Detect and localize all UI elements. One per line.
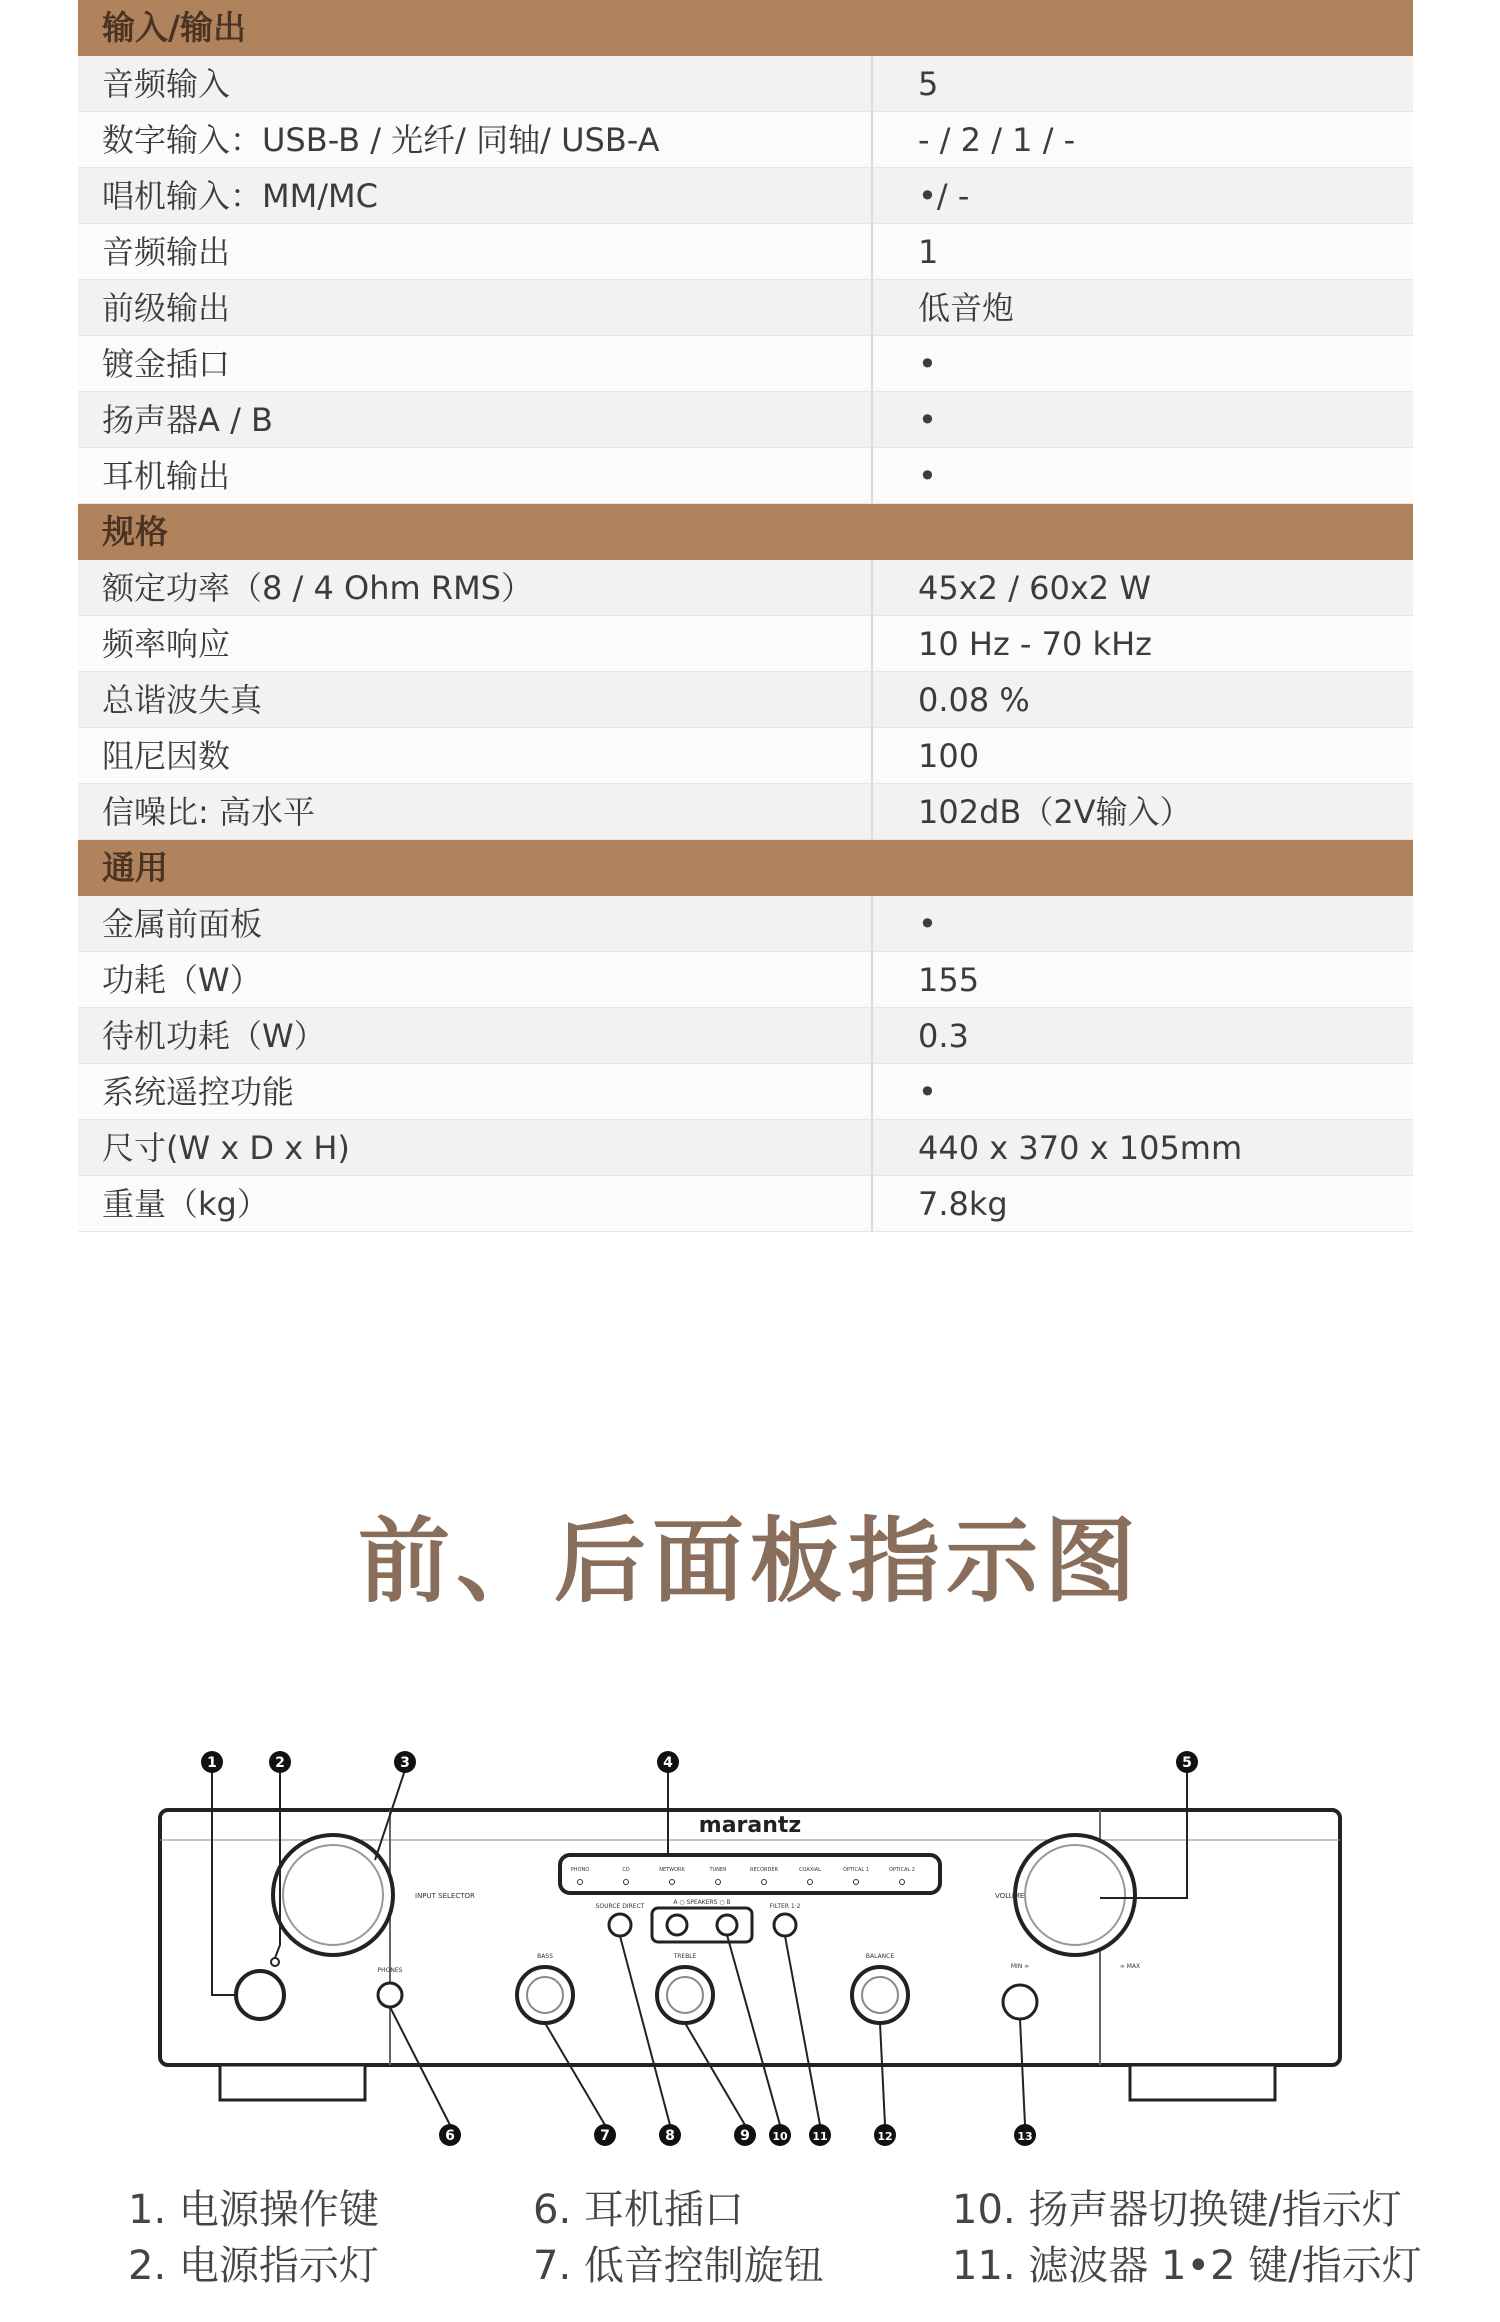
spec-value: 440 x 370 x 105mm — [918, 1129, 1243, 1167]
spec-label: 阻尼因数 — [78, 728, 873, 783]
spec-row — [78, 896, 1413, 952]
power-button — [236, 1971, 284, 2019]
legend-column-1 — [128, 2182, 379, 2294]
input-indicator-led — [578, 1880, 583, 1885]
callout-marker — [809, 2124, 831, 2146]
spec-table — [78, 0, 1413, 1232]
input-label: OPTICAL 1 — [843, 1867, 869, 1873]
section-header: 规格 — [78, 504, 1413, 560]
spec-row — [78, 560, 1413, 616]
spec-label: 耳机输出 — [78, 448, 873, 503]
input-label: TUNER — [709, 1867, 727, 1873]
callout-marker — [769, 2124, 791, 2146]
spec-row — [78, 728, 1413, 784]
phones-jack — [378, 1983, 402, 2007]
callout-number: 8 — [665, 2128, 675, 2144]
input-indicator-strip — [560, 1855, 940, 1893]
balance-label: BALANCE — [865, 1953, 895, 1960]
diagram-title: 前、后面板指示图 — [357, 1508, 1142, 1615]
spec-value: - / 2 / 1 / - — [918, 121, 1076, 159]
callout-marker — [394, 1751, 416, 1773]
spec-value: •/ - — [918, 177, 970, 215]
balance-knob — [852, 1967, 908, 2023]
callout-number: 4 — [663, 1755, 673, 1771]
legend-item: 11. 滤波器 1•2 键/指示灯 — [952, 2243, 1422, 2289]
spec-value: • — [918, 345, 937, 383]
spec-row — [78, 56, 1413, 112]
speaker-a-button — [667, 1915, 687, 1935]
spec-label: 频率响应 — [78, 616, 873, 671]
spec-row — [78, 280, 1413, 336]
legend-item: 2. 电源指示灯 — [128, 2243, 379, 2289]
speaker-b-button — [717, 1915, 737, 1935]
legend-item: 1. 电源操作键 — [128, 2187, 379, 2233]
callout-number: 9 — [740, 2128, 750, 2144]
spec-label: 重量（kg） — [78, 1176, 873, 1231]
filter-label: FILTER 1·2 — [769, 1903, 801, 1910]
bass-knob — [517, 1967, 573, 2023]
callout-marker — [201, 1751, 223, 1773]
spec-row — [78, 1176, 1413, 1232]
spec-row — [78, 224, 1413, 280]
spec-row — [78, 1064, 1413, 1120]
volume-label: VOLUME — [995, 1892, 1025, 1900]
input-selector-label: INPUT SELECTOR — [415, 1892, 475, 1900]
spec-value: • — [918, 905, 937, 943]
callout-number: 13 — [1017, 2130, 1033, 2143]
spec-row — [78, 784, 1413, 840]
spec-row — [78, 1120, 1413, 1176]
callout-number: 3 — [400, 1755, 410, 1771]
spec-label: 数字输入：USB-B / 光纤/ 同轴/ USB-A — [78, 112, 873, 167]
left-foot — [220, 2065, 365, 2100]
spec-row — [78, 112, 1413, 168]
spec-value: 10 Hz - 70 kHz — [918, 625, 1152, 663]
spec-value: 45x2 / 60x2 W — [918, 569, 1151, 607]
spec-value: 155 — [918, 961, 980, 999]
section-header: 输入/输出 — [78, 0, 1413, 56]
spec-label: 金属前面板 — [78, 896, 873, 951]
spec-value: 1 — [918, 233, 939, 271]
input-label: CD — [622, 1867, 630, 1873]
spec-value: • — [918, 401, 937, 439]
legend-column-3 — [952, 2182, 1422, 2294]
spec-label: 尺寸(W x D x H) — [78, 1120, 873, 1175]
spec-label: 扬声器A / B — [78, 392, 873, 447]
spec-label: 系统遥控功能 — [78, 1064, 873, 1119]
callout-marker — [439, 2124, 461, 2146]
input-label: OPTICAL 2 — [889, 1867, 915, 1873]
callout-number: 6 — [445, 2128, 455, 2144]
callout-marker — [874, 2124, 896, 2146]
source-direct-button — [609, 1914, 631, 1936]
input-indicator-led — [808, 1880, 813, 1885]
spec-value: 7.8kg — [918, 1185, 1008, 1223]
spec-value: • — [918, 1073, 937, 1111]
input-indicator-led — [670, 1880, 675, 1885]
spec-value: 5 — [918, 65, 939, 103]
input-selector-knob — [273, 1835, 393, 1955]
speakers-label: A ○ SPEAKERS ○ B — [673, 1899, 731, 1906]
legend-item: 7. 低音控制旋钮 — [533, 2243, 824, 2289]
input-indicator-led — [716, 1880, 721, 1885]
callout-number: 5 — [1182, 1755, 1192, 1771]
remote-sensor — [1003, 1985, 1037, 2019]
callout-number: 11 — [812, 2130, 828, 2143]
treble-knob — [657, 1967, 713, 2023]
spec-label: 前级输出 — [78, 280, 873, 335]
spec-label: 总谐波失真 — [78, 672, 873, 727]
spec-value: 100 — [918, 737, 980, 775]
spec-label: 音频输入 — [78, 56, 873, 111]
legend-item: 10. 扬声器切换键/指示灯 — [952, 2187, 1402, 2233]
spec-row — [78, 392, 1413, 448]
spec-row — [78, 168, 1413, 224]
legend-column-2 — [533, 2182, 824, 2294]
source-direct-label: SOURCE DIRECT — [595, 1903, 645, 1910]
callout-marker — [657, 1751, 679, 1773]
input-label: RECORDER — [749, 1867, 779, 1873]
spec-label: 功耗（W） — [78, 952, 873, 1007]
callout-marker — [1014, 2124, 1036, 2146]
spec-row — [78, 448, 1413, 504]
spec-row — [78, 1008, 1413, 1064]
spec-value: 0.3 — [918, 1017, 969, 1055]
spec-label: 信噪比: 高水平 — [78, 784, 873, 839]
callout-marker — [1176, 1751, 1198, 1773]
callout-number: 10 — [772, 2130, 788, 2143]
callout-marker — [269, 1751, 291, 1773]
spec-value: • — [918, 457, 937, 495]
spec-label: 额定功率（8 / 4 Ohm RMS） — [78, 560, 873, 615]
spec-row — [78, 952, 1413, 1008]
max-label: ∞ MAX — [1119, 1963, 1141, 1970]
section-header: 通用 — [78, 840, 1413, 896]
spec-label: 音频输出 — [78, 224, 873, 279]
callout-marker — [594, 2124, 616, 2146]
input-indicator-led — [762, 1880, 767, 1885]
input-label: NETWORK — [659, 1867, 685, 1873]
spec-value: 102dB（2V输入） — [918, 793, 1192, 831]
power-indicator — [271, 1958, 279, 1966]
bass-label: BASS — [537, 1953, 553, 1960]
callout-number: 1 — [207, 1755, 217, 1771]
spec-row — [78, 672, 1413, 728]
spec-label: 镀金插口 — [78, 336, 873, 391]
callout-number: 7 — [600, 2128, 610, 2144]
min-label: MIN ∞ — [1010, 1963, 1030, 1970]
callout-marker — [734, 2124, 756, 2146]
front-panel-diagram — [140, 1740, 1360, 2160]
spec-row — [78, 336, 1413, 392]
volume-knob — [1015, 1835, 1135, 1955]
spec-value: 低音炮 — [918, 289, 1015, 327]
filter-button — [774, 1914, 796, 1936]
input-indicator-led — [854, 1880, 859, 1885]
brand-logo: marantz — [698, 1813, 802, 1838]
callout-number: 12 — [877, 2130, 893, 2143]
spec-value: 0.08 % — [918, 681, 1030, 719]
right-foot — [1130, 2065, 1275, 2100]
phones-label: PHONES — [377, 1967, 403, 1974]
legend-item: 6. 耳机插口 — [533, 2187, 744, 2233]
spec-label: 待机功耗（W） — [78, 1008, 873, 1063]
spec-label: 唱机输入：MM/MC — [78, 168, 873, 223]
callout-number: 2 — [275, 1755, 285, 1771]
spec-row — [78, 616, 1413, 672]
treble-label: TREBLE — [673, 1953, 697, 1960]
input-label: PHONO — [570, 1867, 590, 1873]
callout-marker — [659, 2124, 681, 2146]
input-indicator-led — [900, 1880, 905, 1885]
input-indicator-led — [624, 1880, 629, 1885]
input-label: COAXIAL — [799, 1867, 821, 1873]
